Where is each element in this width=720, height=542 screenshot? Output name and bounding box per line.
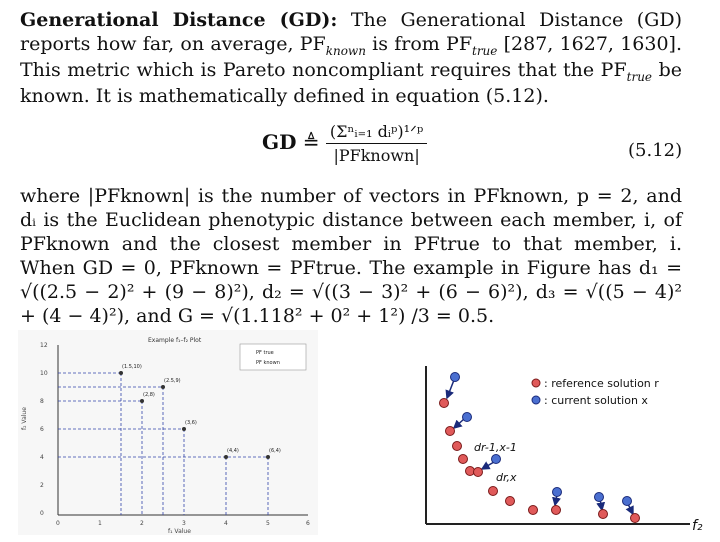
p1-text-b: is from PF xyxy=(365,33,472,55)
data-point xyxy=(266,455,270,459)
equation-def-symbol: ≜ xyxy=(302,130,320,154)
legend-current-label: : current solution x xyxy=(544,394,648,407)
p1-text-d: be known. It is mathematically defined in equation (5.12). xyxy=(20,59,682,107)
y-axis-label: f₂ Value xyxy=(21,407,28,430)
point-label: (3,6) xyxy=(185,420,197,426)
equation-denominator: |PFknown| xyxy=(333,146,420,165)
paragraph-gd-definition xyxy=(20,8,682,108)
x-tick: 3 xyxy=(182,520,186,527)
paragraph-gd-example: where |PFknown| is the number of vectors in PFknown, p = 2, and dᵢ is the Euclidean phenotypic distance between each member, i, of PFknown and the closest member in PFtrue to that member, i. When GD = 0, PFknown = PFtrue. The example in Figure has d₁ = √((2.5 − 2)² + (9 − 8)²), d₂ = √((3 − 3)² + (6 − 6)²), d₃ = √((5 − 4)² + (4 − 4)²), and G = √(1.118² + 0² + 1²) /3 = 0.5. xyxy=(20,185,682,327)
point-label: (2,8) xyxy=(143,392,155,398)
equation-fraction xyxy=(326,122,427,165)
data-point xyxy=(182,427,186,431)
dashed-guides xyxy=(58,373,268,515)
x-tick: 0 xyxy=(56,520,60,527)
p1-sub-true-2: true xyxy=(626,70,653,84)
legend-reference-marker xyxy=(532,379,540,387)
y-tick: 12 xyxy=(40,342,48,349)
point-label: (6,4) xyxy=(269,448,281,454)
label-d-current: dr,x xyxy=(496,471,517,484)
example-plot-svg xyxy=(18,330,318,535)
p1-text-a: The Generational Distance (GD) reports how far, on average, PF xyxy=(20,9,682,55)
y-tick: 0 xyxy=(40,510,44,517)
point-label: (1.5,10) xyxy=(122,364,142,370)
y-tick: 2 xyxy=(40,482,44,489)
legend-current-marker xyxy=(532,396,540,404)
legend-entry: PF true xyxy=(256,350,274,356)
equation-lhs: GD xyxy=(262,130,297,154)
x-tick: 5 xyxy=(266,520,270,527)
point-label: (4,4) xyxy=(227,448,239,454)
equation-gd xyxy=(262,122,427,165)
figure-example-plot xyxy=(18,330,318,535)
y-tick: 8 xyxy=(40,398,44,405)
figure-distance-illustration xyxy=(410,358,710,538)
p1-text-c: [287, 1627, 1630]. This metric which is Pareto noncompliant requires that the PF xyxy=(20,33,683,81)
label-d-prev: dr-1,x-1 xyxy=(474,441,517,454)
legend-entry: PF known xyxy=(256,360,280,366)
equation-number: (5.12) xyxy=(628,140,683,161)
y-tick: 10 xyxy=(40,370,48,377)
plot-title: Example f₁–f₂ Plot xyxy=(148,337,202,344)
y-tick: 6 xyxy=(40,426,44,433)
data-point xyxy=(119,371,123,375)
plot-legend xyxy=(240,344,306,370)
x-tick: 2 xyxy=(140,520,144,527)
point-label: (2.5,9) xyxy=(164,378,181,384)
x-tick: 1 xyxy=(98,520,102,527)
y-tick: 4 xyxy=(40,454,44,461)
gd-term: Generational Distance (GD): xyxy=(20,9,338,31)
equation-numerator: (Σⁿᵢ₌₁ dᵢᵖ)¹ᐟᵖ xyxy=(326,122,427,144)
current-points xyxy=(451,373,632,506)
distance-svg xyxy=(410,358,710,538)
legend-reference-label: : reference solution r xyxy=(544,377,659,390)
p1-sub-known: known xyxy=(325,44,366,58)
p1-sub-true: true xyxy=(472,44,498,58)
x-tick: 4 xyxy=(224,520,228,527)
x-tick: 6 xyxy=(306,520,310,527)
f2-axis-label: f₂ xyxy=(692,518,703,534)
data-point xyxy=(161,385,165,389)
data-point xyxy=(140,399,144,403)
data-point xyxy=(224,455,228,459)
x-axis-label: f₁ Value xyxy=(168,528,191,535)
